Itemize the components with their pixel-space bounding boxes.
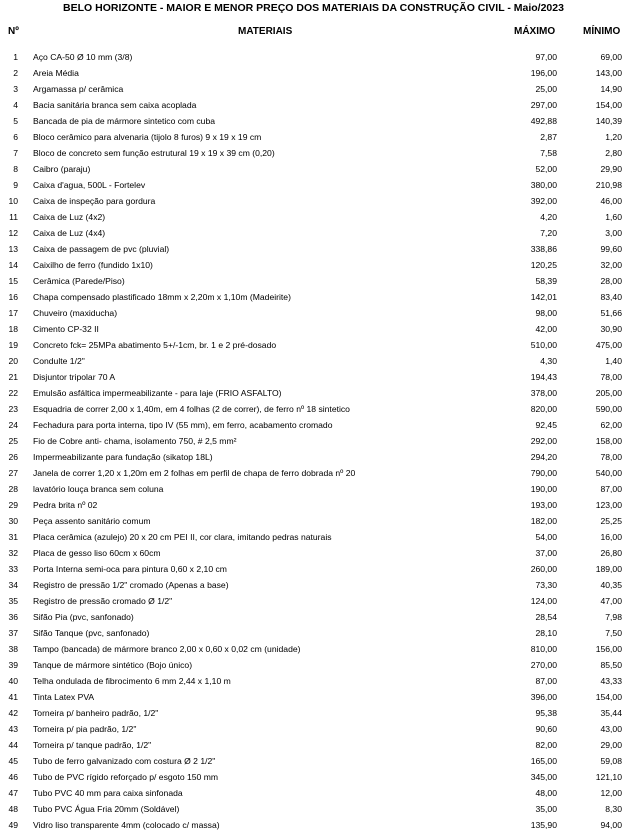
row-min-price: 154,00 bbox=[595, 692, 622, 702]
row-material: Concreto fck= 25MPa abatimento 5+/-1cm, br. 1 e 2 pré-dosado bbox=[33, 340, 277, 350]
row-min-price: 205,00 bbox=[595, 388, 622, 398]
row-min-price: 43,00 bbox=[600, 724, 622, 734]
row-number: 39 bbox=[8, 660, 18, 670]
row-number: 16 bbox=[8, 292, 18, 302]
row-max-price: 2,87 bbox=[540, 132, 557, 142]
row-max-price: 97,00 bbox=[535, 52, 557, 62]
column-header-number: Nº bbox=[8, 26, 19, 37]
row-material: Registro de pressão 1/2" cromado (Apenas a base) bbox=[33, 580, 229, 590]
row-min-price: 540,00 bbox=[595, 468, 622, 478]
row-min-price: 25,25 bbox=[600, 516, 622, 526]
row-max-price: 42,00 bbox=[535, 324, 557, 334]
row-number: 18 bbox=[8, 324, 18, 334]
row-min-price: 154,00 bbox=[595, 100, 622, 110]
row-number: 42 bbox=[8, 708, 18, 718]
row-number: 49 bbox=[8, 820, 18, 830]
row-min-price: 143,00 bbox=[595, 68, 622, 78]
row-max-price: 338,86 bbox=[530, 244, 557, 254]
row-max-price: 28,54 bbox=[535, 612, 557, 622]
table-row bbox=[0, 449, 627, 465]
row-min-price: 78,00 bbox=[600, 372, 622, 382]
row-max-price: 124,00 bbox=[530, 596, 557, 606]
row-number: 9 bbox=[13, 180, 18, 190]
row-max-price: 58,39 bbox=[535, 276, 557, 286]
row-material: Pedra brita nº 02 bbox=[33, 500, 98, 510]
row-number: 8 bbox=[13, 164, 18, 174]
table-row bbox=[0, 721, 627, 737]
row-material: Torneira p/ pia padrão, 1/2" bbox=[33, 724, 137, 734]
row-number: 10 bbox=[8, 196, 18, 206]
row-max-price: 392,00 bbox=[530, 196, 557, 206]
row-number: 12 bbox=[8, 228, 18, 238]
table-row bbox=[0, 145, 627, 161]
row-number: 11 bbox=[9, 212, 18, 222]
row-max-price: 95,38 bbox=[535, 708, 557, 718]
row-min-price: 158,00 bbox=[595, 436, 622, 446]
row-number: 36 bbox=[8, 612, 18, 622]
row-max-price: 380,00 bbox=[530, 180, 557, 190]
row-material: Tubo de ferro galvanizado com costura Ø 2 1/2" bbox=[33, 756, 216, 766]
row-max-price: 790,00 bbox=[530, 468, 557, 478]
row-max-price: 196,00 bbox=[530, 68, 557, 78]
row-max-price: 297,00 bbox=[530, 100, 557, 110]
row-material: Vidro liso transparente 4mm (colocado c/ massa) bbox=[33, 820, 220, 830]
row-material: Tampo (bancada) de mármore branco 2,00 x 0,60 x 0,02 cm (unidade) bbox=[33, 644, 301, 654]
row-number: 40 bbox=[8, 676, 18, 686]
row-material: Placa de gesso liso 60cm x 60cm bbox=[33, 548, 161, 558]
row-min-price: 85,50 bbox=[600, 660, 622, 670]
row-number: 13 bbox=[8, 244, 18, 254]
row-material: Tubo de PVC rígido reforçado p/ esgoto 150 mm bbox=[33, 772, 219, 782]
table-row bbox=[0, 625, 627, 641]
row-max-price: 142,01 bbox=[530, 292, 557, 302]
row-number: 32 bbox=[8, 548, 18, 558]
row-number: 37 bbox=[8, 628, 18, 638]
table-row bbox=[0, 593, 627, 609]
row-material: Caixa de passagem de pvc (pluvial) bbox=[33, 244, 170, 254]
row-max-price: 165,00 bbox=[530, 756, 557, 766]
row-material: Cimento CP-32 II bbox=[33, 324, 99, 334]
row-material: Sifão Tanque (pvc, sanfonado) bbox=[33, 628, 150, 638]
row-max-price: 260,00 bbox=[530, 564, 557, 574]
row-min-price: 29,90 bbox=[600, 164, 622, 174]
row-number: 23 bbox=[8, 404, 18, 414]
row-number: 3 bbox=[13, 84, 18, 94]
row-number: 5 bbox=[13, 116, 18, 126]
table-row bbox=[0, 753, 627, 769]
row-max-price: 73,30 bbox=[535, 580, 557, 590]
row-number: 47 bbox=[8, 788, 18, 798]
table-row bbox=[0, 401, 627, 417]
row-min-price: 35,44 bbox=[600, 708, 622, 718]
row-material: Torneira p/ banheiro padrão, 1/2" bbox=[33, 708, 159, 718]
row-max-price: 378,00 bbox=[530, 388, 557, 398]
row-material: Caibro (paraju) bbox=[33, 164, 91, 174]
table-row bbox=[0, 337, 627, 353]
row-number: 4 bbox=[13, 100, 18, 110]
row-material: Placa cerâmica (azulejo) 20 x 20 cm PEI II, cor clara, imitando pedras naturais bbox=[33, 532, 332, 542]
row-material: Caixa de Luz (4x4) bbox=[33, 228, 106, 238]
row-material: Porta Interna semi-oca para pintura 0,60 x 2,10 cm bbox=[33, 564, 227, 574]
row-material: Areia Média bbox=[33, 68, 79, 78]
row-min-price: 94,00 bbox=[600, 820, 622, 830]
row-max-price: 90,60 bbox=[535, 724, 557, 734]
row-material: Disjuntor tripolar 70 A bbox=[33, 372, 116, 382]
row-number: 44 bbox=[8, 740, 18, 750]
row-max-price: 182,00 bbox=[530, 516, 557, 526]
row-max-price: 4,20 bbox=[540, 212, 557, 222]
row-max-price: 810,00 bbox=[530, 644, 557, 654]
row-number: 28 bbox=[8, 484, 18, 494]
row-material: Aço CA-50 Ø 10 mm (3/8) bbox=[33, 52, 133, 62]
row-min-price: 78,00 bbox=[600, 452, 622, 462]
row-min-price: 62,00 bbox=[600, 420, 622, 430]
table-row bbox=[0, 513, 627, 529]
table-row bbox=[0, 49, 627, 65]
row-material: Caixa d'agua, 500L - Fortelev bbox=[33, 180, 146, 190]
row-max-price: 270,00 bbox=[530, 660, 557, 670]
row-number: 1 bbox=[13, 52, 18, 62]
table-row bbox=[0, 209, 627, 225]
row-min-price: 7,50 bbox=[605, 628, 622, 638]
row-material: Fechadura para porta interna, tipo IV (55 mm), em ferro, acabamento cromado bbox=[33, 420, 333, 430]
row-max-price: 52,00 bbox=[535, 164, 557, 174]
row-material: Chapa compensado plastificado 18mm x 2,20m x 1,10m (Madeirite) bbox=[33, 292, 291, 302]
row-max-price: 28,10 bbox=[535, 628, 557, 638]
row-number: 27 bbox=[8, 468, 18, 478]
row-max-price: 193,00 bbox=[530, 500, 557, 510]
row-material: Caixilho de ferro (fundido 1x10) bbox=[33, 260, 153, 270]
table-row bbox=[0, 577, 627, 593]
row-max-price: 82,00 bbox=[535, 740, 557, 750]
row-min-price: 51,66 bbox=[600, 308, 622, 318]
row-min-price: 47,00 bbox=[600, 596, 622, 606]
table-row bbox=[0, 161, 627, 177]
row-material: Sifão Pia (pvc, sanfonado) bbox=[33, 612, 134, 622]
row-min-price: 83,40 bbox=[600, 292, 622, 302]
row-min-price: 121,10 bbox=[595, 772, 622, 782]
row-material: Torneira p/ tanque padrão, 1/2" bbox=[33, 740, 152, 750]
table-row bbox=[0, 465, 627, 481]
row-max-price: 345,00 bbox=[530, 772, 557, 782]
table-row bbox=[0, 129, 627, 145]
row-material: Tanque de mármore sintético (Bojo único) bbox=[33, 660, 193, 670]
table-row bbox=[0, 673, 627, 689]
row-number: 31 bbox=[8, 532, 18, 542]
row-number: 19 bbox=[8, 340, 18, 350]
table-row bbox=[0, 801, 627, 817]
table-row bbox=[0, 817, 627, 833]
row-min-price: 12,00 bbox=[600, 788, 622, 798]
row-number: 14 bbox=[8, 260, 18, 270]
table-row bbox=[0, 369, 627, 385]
column-header-min: MÍNIMO bbox=[583, 26, 621, 37]
row-number: 30 bbox=[8, 516, 18, 526]
row-number: 29 bbox=[8, 500, 18, 510]
row-material: Impermeabilizante para fundação (sikatop 18L) bbox=[33, 452, 213, 462]
row-number: 22 bbox=[8, 388, 18, 398]
row-material: Esquadria de correr 2,00 x 1,40m, em 4 folhas (2 de correr), de ferro nº 18 sintetico bbox=[33, 404, 350, 414]
table-row bbox=[0, 81, 627, 97]
row-material: Peça assento sanitário comum bbox=[33, 516, 151, 526]
row-max-price: 510,00 bbox=[530, 340, 557, 350]
row-material: Cerâmica (Parede/Piso) bbox=[33, 276, 125, 286]
row-min-price: 40,35 bbox=[600, 580, 622, 590]
table-row bbox=[0, 353, 627, 369]
row-max-price: 35,00 bbox=[535, 804, 557, 814]
page-title: BELO HORIZONTE - MAIOR E MENOR PREÇO DOS MATERIAIS DA CONSTRUÇÃO CIVIL - Maio/2023 bbox=[63, 2, 564, 14]
row-material: Argamassa p/ cerâmica bbox=[33, 84, 124, 94]
row-material: Registro de pressão cromado Ø 1/2" bbox=[33, 596, 173, 606]
row-number: 46 bbox=[8, 772, 18, 782]
row-material: Bacia sanitária branca sem caixa acoplada bbox=[33, 100, 197, 110]
row-number: 45 bbox=[8, 756, 18, 766]
table-row bbox=[0, 177, 627, 193]
table-row bbox=[0, 497, 627, 513]
row-material: Bloco cerâmico para alvenaria (tijolo 8 furos) 9 x 19 x 19 cm bbox=[33, 132, 262, 142]
row-max-price: 492,88 bbox=[530, 116, 557, 126]
row-max-price: 54,00 bbox=[535, 532, 557, 542]
row-number: 34 bbox=[8, 580, 18, 590]
table-row bbox=[0, 433, 627, 449]
table-row bbox=[0, 65, 627, 81]
row-max-price: 48,00 bbox=[535, 788, 557, 798]
row-material: Telha ondulada de fibrocimento 6 mm 2,44 x 1,10 m bbox=[33, 676, 231, 686]
row-min-price: 189,00 bbox=[595, 564, 622, 574]
row-max-price: 820,00 bbox=[530, 404, 557, 414]
row-number: 43 bbox=[8, 724, 18, 734]
table-row bbox=[0, 113, 627, 129]
table-row bbox=[0, 737, 627, 753]
row-max-price: 194,43 bbox=[530, 372, 557, 382]
column-header-material: MATERIAIS bbox=[238, 26, 293, 37]
row-min-price: 7,98 bbox=[605, 612, 622, 622]
row-material: Caixa de Luz (4x2) bbox=[33, 212, 106, 222]
table-row bbox=[0, 785, 627, 801]
row-min-price: 30,90 bbox=[600, 324, 622, 334]
row-min-price: 16,00 bbox=[600, 532, 622, 542]
row-number: 25 bbox=[8, 436, 18, 446]
row-number: 21 bbox=[8, 372, 18, 382]
row-material: Condulte 1/2" bbox=[33, 356, 85, 366]
row-material: Fio de Cobre anti- chama, isolamento 750, # 2,5 mm² bbox=[33, 436, 237, 446]
row-max-price: 25,00 bbox=[535, 84, 557, 94]
row-min-price: 156,00 bbox=[595, 644, 622, 654]
row-max-price: 292,00 bbox=[530, 436, 557, 446]
row-min-price: 59,08 bbox=[600, 756, 622, 766]
materials-table bbox=[0, 49, 627, 833]
row-min-price: 87,00 bbox=[600, 484, 622, 494]
row-min-price: 99,60 bbox=[600, 244, 622, 254]
row-min-price: 8,30 bbox=[605, 804, 622, 814]
table-row bbox=[0, 657, 627, 673]
table-row bbox=[0, 609, 627, 625]
row-max-price: 120,25 bbox=[530, 260, 557, 270]
row-material: Bloco de concreto sem função estrutural 19 x 19 x 39 cm (0,20) bbox=[33, 148, 275, 158]
row-min-price: 14,90 bbox=[600, 84, 622, 94]
row-number: 26 bbox=[8, 452, 18, 462]
table-row bbox=[0, 705, 627, 721]
row-number: 41 bbox=[8, 692, 18, 702]
row-min-price: 1,60 bbox=[605, 212, 622, 222]
row-material: Chuveiro (maxiducha) bbox=[33, 308, 118, 318]
row-max-price: 4,30 bbox=[540, 356, 557, 366]
row-number: 15 bbox=[8, 276, 18, 286]
row-material: Emulsão asfáltica impermeabilizante - para laje (FRIO ASFALTO) bbox=[33, 388, 282, 398]
row-max-price: 396,00 bbox=[530, 692, 557, 702]
row-material: Tubo PVC 40 mm para caixa sinfonada bbox=[33, 788, 183, 798]
row-material: Tubo PVC Água Fria 20mm (Soldável) bbox=[33, 804, 180, 814]
row-number: 2 bbox=[13, 68, 18, 78]
row-max-price: 294,20 bbox=[530, 452, 557, 462]
row-max-price: 92,45 bbox=[535, 420, 557, 430]
row-max-price: 87,00 bbox=[535, 676, 557, 686]
row-min-price: 475,00 bbox=[595, 340, 622, 350]
row-min-price: 1,40 bbox=[605, 356, 622, 366]
row-max-price: 190,00 bbox=[530, 484, 557, 494]
table-row bbox=[0, 561, 627, 577]
table-row bbox=[0, 305, 627, 321]
row-min-price: 2,80 bbox=[605, 148, 622, 158]
table-row bbox=[0, 289, 627, 305]
row-min-price: 28,00 bbox=[600, 276, 622, 286]
row-number: 35 bbox=[8, 596, 18, 606]
row-number: 38 bbox=[8, 644, 18, 654]
row-min-price: 123,00 bbox=[595, 500, 622, 510]
row-number: 33 bbox=[8, 564, 18, 574]
row-min-price: 32,00 bbox=[600, 260, 622, 270]
row-max-price: 7,20 bbox=[540, 228, 557, 238]
row-material: lavatório louça branca sem coluna bbox=[33, 484, 164, 494]
row-material: Caixa de inspeção para gordura bbox=[33, 196, 156, 206]
row-min-price: 46,00 bbox=[600, 196, 622, 206]
row-material: Tinta Latex PVA bbox=[33, 692, 95, 702]
row-number: 20 bbox=[8, 356, 18, 366]
row-min-price: 69,00 bbox=[600, 52, 622, 62]
table-row bbox=[0, 273, 627, 289]
row-min-price: 29,00 bbox=[600, 740, 622, 750]
row-max-price: 7,58 bbox=[540, 148, 557, 158]
table-row bbox=[0, 385, 627, 401]
row-number: 48 bbox=[8, 804, 18, 814]
row-material: Bancada de pia de mármore sintetico com cuba bbox=[33, 116, 216, 126]
table-row bbox=[0, 97, 627, 113]
row-number: 6 bbox=[13, 132, 18, 142]
row-max-price: 37,00 bbox=[535, 548, 557, 558]
row-material: Janela de correr 1,20 x 1,20m em 2 folhas em perfil de chapa de ferro dobrada nº 20 bbox=[33, 468, 356, 478]
table-row bbox=[0, 257, 627, 273]
table-row bbox=[0, 193, 627, 209]
row-min-price: 210,98 bbox=[595, 180, 622, 190]
row-number: 24 bbox=[8, 420, 18, 430]
table-row bbox=[0, 321, 627, 337]
column-header-max: MÁXIMO bbox=[514, 26, 556, 37]
table-row bbox=[0, 417, 627, 433]
table-row bbox=[0, 241, 627, 257]
row-min-price: 140,39 bbox=[595, 116, 622, 126]
row-min-price: 3,00 bbox=[605, 228, 622, 238]
row-max-price: 98,00 bbox=[535, 308, 557, 318]
table-row bbox=[0, 689, 627, 705]
row-min-price: 590,00 bbox=[595, 404, 622, 414]
table-row bbox=[0, 641, 627, 657]
table-row bbox=[0, 769, 627, 785]
row-number: 17 bbox=[8, 308, 18, 318]
row-min-price: 1,20 bbox=[605, 132, 622, 142]
row-max-price: 135,90 bbox=[530, 820, 557, 830]
row-min-price: 26,80 bbox=[600, 548, 622, 558]
row-min-price: 43,33 bbox=[600, 676, 622, 686]
row-number: 7 bbox=[13, 148, 18, 158]
table-row bbox=[0, 545, 627, 561]
table-row bbox=[0, 225, 627, 241]
table-row bbox=[0, 481, 627, 497]
table-row bbox=[0, 529, 627, 545]
